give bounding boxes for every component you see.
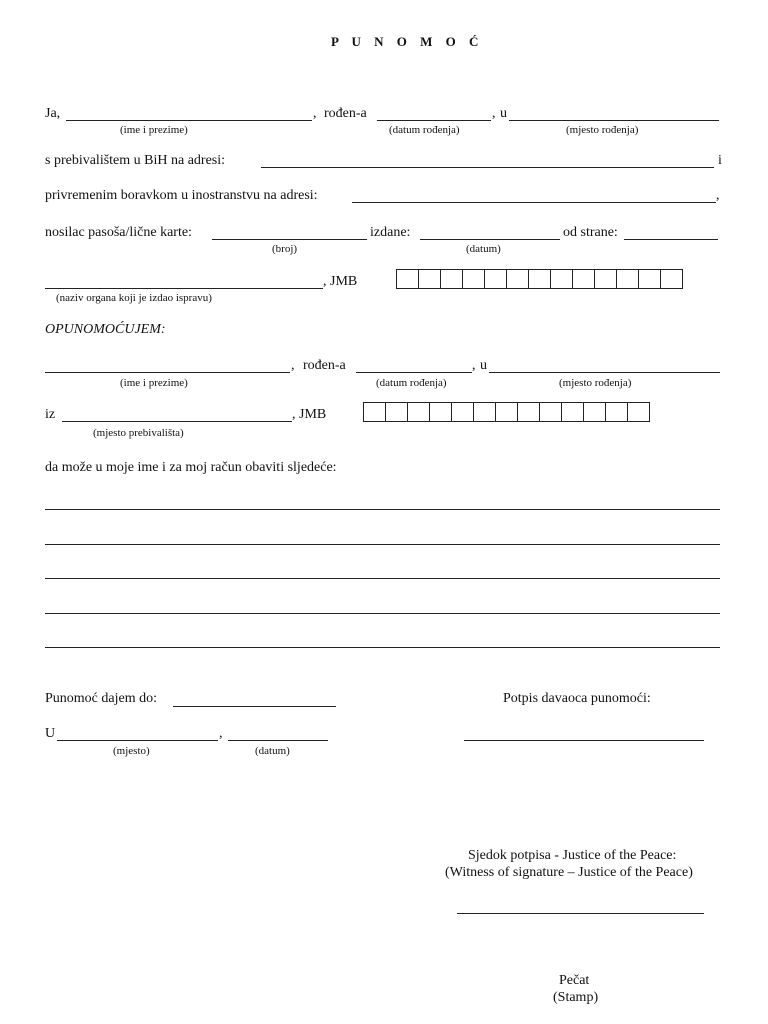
hint-name: (ime i prezime) (120, 124, 188, 136)
issued-by-field[interactable] (624, 239, 718, 240)
ja-label: Ja, (45, 106, 61, 121)
roden-label: rođen-a (324, 106, 367, 121)
place-field[interactable] (57, 740, 218, 741)
comma: , (313, 106, 317, 121)
agent-dob-field[interactable] (356, 372, 472, 373)
purpose-line[interactable] (45, 578, 720, 579)
passport-date-field[interactable] (420, 239, 560, 240)
validity-label: Punomoć dajem do: (45, 691, 157, 706)
issuer-field[interactable] (45, 288, 323, 289)
passport-label: nosilac pasoša/lične karte: (45, 225, 192, 240)
jmb-label: , JMB (292, 407, 327, 422)
hint-date: (datum) (466, 243, 501, 255)
hint-name: (ime i prezime) (120, 377, 188, 389)
temp-residence-tail: , (716, 188, 720, 203)
hint-place: (mjesto) (113, 745, 150, 757)
purpose-line[interactable] (45, 647, 720, 648)
signature-field[interactable] (464, 740, 704, 741)
jmb-digit-box[interactable] (639, 270, 661, 288)
jmb-digit-box[interactable] (551, 270, 573, 288)
purpose-label: da može u moje ime i za moj račun obaviti sljedeće: (45, 460, 337, 475)
jmb-digit-box[interactable] (474, 403, 496, 421)
hint-pob: (mjesto rođenja) (559, 377, 632, 389)
hint-dob: (datum rođenja) (376, 377, 447, 389)
purpose-line[interactable] (45, 544, 720, 545)
hint-residence: (mjesto prebivališta) (93, 427, 184, 439)
date-field[interactable] (228, 740, 328, 741)
jmb-digit-box[interactable] (430, 403, 452, 421)
grantor-jmb-boxes[interactable] (396, 269, 683, 289)
authorize-heading: OPUNOMOĆUJEM: (45, 322, 166, 337)
temp-residence-address-field[interactable] (352, 202, 716, 203)
passport-number-field[interactable] (212, 239, 367, 240)
hint-pob: (mjesto rođenja) (566, 124, 639, 136)
iz-label: iz (45, 407, 56, 422)
jmb-digit-box[interactable] (408, 403, 430, 421)
jmb-digit-box[interactable] (661, 270, 682, 288)
jmb-digit-box[interactable] (518, 403, 540, 421)
jmb-digit-box[interactable] (463, 270, 485, 288)
u-label: u (500, 106, 507, 121)
comma: , (219, 726, 223, 741)
grantor-pob-field[interactable] (509, 120, 719, 121)
jmb-digit-box[interactable] (617, 270, 639, 288)
residence-address-field[interactable] (261, 167, 714, 168)
witness-signature-field[interactable] (457, 913, 704, 914)
jmb-digit-box[interactable] (595, 270, 617, 288)
jmb-digit-box[interactable] (496, 403, 518, 421)
hint-dob: (datum rođenja) (389, 124, 460, 136)
comma: , (472, 358, 476, 373)
jmb-digit-box[interactable] (386, 403, 408, 421)
hint-date: (datum) (255, 745, 290, 757)
jmb-digit-box[interactable] (485, 270, 507, 288)
agent-jmb-boxes[interactable] (363, 402, 650, 422)
jmb-digit-box[interactable] (397, 270, 419, 288)
issued-label: izdane: (370, 225, 411, 240)
jmb-digit-box[interactable] (540, 403, 562, 421)
agent-pob-field[interactable] (489, 372, 720, 373)
purpose-line[interactable] (45, 509, 720, 510)
jmb-digit-box[interactable] (584, 403, 606, 421)
jmb-digit-box[interactable] (573, 270, 595, 288)
agent-name-field[interactable] (45, 372, 290, 373)
jmb-digit-box[interactable] (419, 270, 441, 288)
validity-date-field[interactable] (173, 706, 336, 707)
stamp-label-en: (Stamp) (553, 990, 599, 1005)
issued-by-label: od strane: (563, 225, 618, 240)
comma: , (492, 106, 496, 121)
jmb-digit-box[interactable] (628, 403, 649, 421)
purpose-line[interactable] (45, 613, 720, 614)
document-title: P U N O M O Ć (331, 34, 484, 49)
jmb-digit-box[interactable] (529, 270, 551, 288)
roden-label: rođen-a (303, 358, 346, 373)
jmb-label: , JMB (323, 274, 358, 289)
stamp-label: Pečat (559, 973, 590, 988)
residence-tail: i (718, 153, 722, 168)
temp-residence-label: privremenim boravkom u inostranstvu na adresi: (45, 188, 318, 203)
u-label: u (480, 358, 487, 373)
jmb-digit-box[interactable] (364, 403, 386, 421)
hint-issuer: (naziv organa koji je izdao ispravu) (56, 292, 212, 304)
witness-label: Sjedok potpisa - Justice of the Peace: (468, 848, 677, 863)
jmb-digit-box[interactable] (606, 403, 628, 421)
jmb-digit-box[interactable] (507, 270, 529, 288)
signature-label: Potpis davaoca punomoći: (503, 691, 651, 706)
grantor-dob-field[interactable] (377, 120, 491, 121)
hint-number: (broj) (272, 243, 298, 255)
agent-residence-field[interactable] (62, 421, 292, 422)
grantor-name-field[interactable] (66, 120, 312, 121)
comma: , (291, 358, 295, 373)
jmb-digit-box[interactable] (562, 403, 584, 421)
residence-label: s prebivalištem u BiH na adresi: (45, 153, 226, 168)
witness-label-en: (Witness of signature – Justice of the Peace) (445, 865, 693, 880)
jmb-digit-box[interactable] (452, 403, 474, 421)
u-label: U (45, 726, 56, 741)
jmb-digit-box[interactable] (441, 270, 463, 288)
